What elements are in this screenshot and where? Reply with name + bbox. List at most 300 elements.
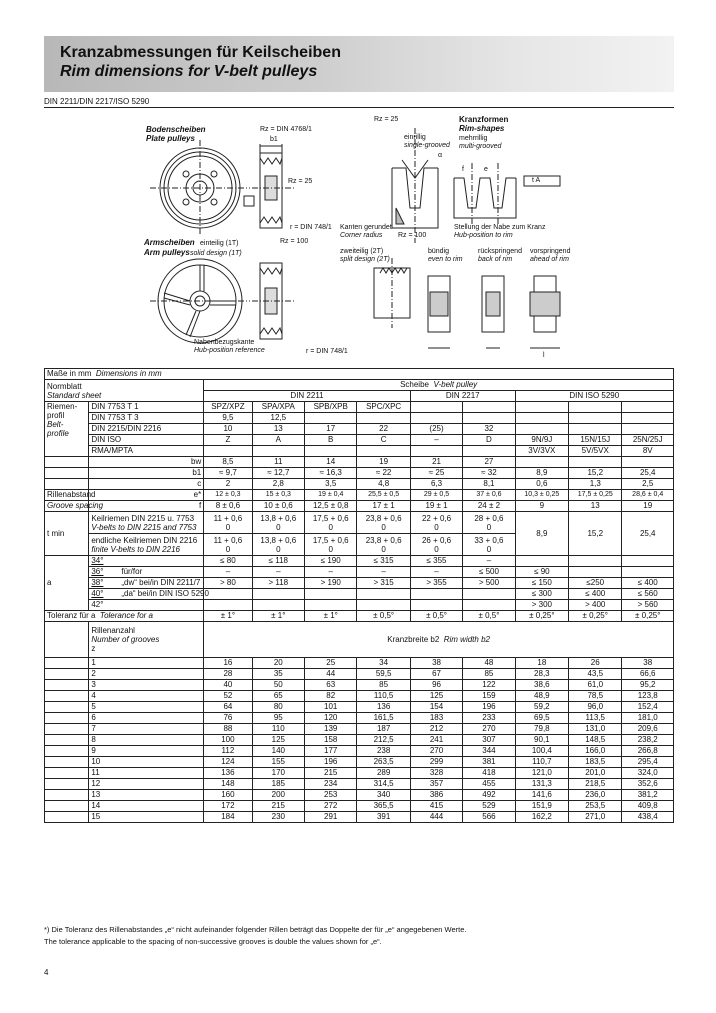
rim-width-value: 38 [410,658,462,669]
rim-width-value: 328 [410,768,462,779]
single-label-en: single-grooved [404,142,450,149]
profile-value: 9,5 [204,413,252,424]
hub-back-sketch [482,276,504,348]
b1-value: 8,9 [515,468,568,479]
f-value: 19 [622,501,674,512]
profile-value [463,402,515,413]
tolerance-value: ± 0,25° [569,611,622,622]
rim-width-value: 18 [515,658,568,669]
angle-degree-cell [89,556,204,567]
single-label-de: einrillig [404,134,426,141]
profile-row [45,435,674,446]
tmin-iso-value: 8,9 [515,512,568,556]
ahead-label-de: vorspringend [530,248,571,255]
profile-value: (25) [410,424,462,435]
tmin-value-top: 11 + 0,6 [213,513,243,523]
rim-width-value: 492 [463,790,515,801]
rim-width-value: 140 [252,746,304,757]
rim-width-value: 344 [463,746,515,757]
b1-label: b1 [270,136,278,143]
blank-cell [45,702,89,713]
profile-value [357,446,410,457]
grooves-z: z [91,644,96,653]
angle-value: ≤ 355 [410,556,462,567]
rim-width-value: 95,2 [622,680,674,691]
arm-label-de2: einteilig (1T) [200,240,239,247]
angle-row [45,556,674,567]
multi-label-en: multi-grooved [459,143,502,150]
hub-ahead-sketch [530,276,560,348]
e-value: 12 ± 0,3 [204,490,252,501]
tmin-value-bottom: 0 [328,522,333,532]
rim-width-value: 67 [410,669,462,680]
split-label-de: zweiteilig (2T) [340,248,384,255]
angle-value: ≤ 150 [515,578,568,589]
rim-width-value: 136 [357,702,410,713]
angle-degree: 40° [91,589,104,598]
groove-count: 2 [89,669,204,680]
rim-width-value: 101 [305,702,357,713]
profile-value: 25N/25J [622,435,674,446]
rz100-label-a: Rz = 100 [280,238,309,245]
tolerance-value: ± 0,25° [515,611,568,622]
rim-width-value: 415 [410,801,462,812]
profile-value: Z [204,435,252,446]
angle-value [622,556,674,567]
profile-standard: DIN 7753 T 3 [89,413,204,424]
blank-cell [45,479,89,490]
rim-width-value: 66,6 [622,669,674,680]
tmin-finite-bottom: 0 [276,544,281,554]
angle-value: – [410,567,462,578]
rim-width-row [45,768,674,779]
page-title: Kranzabmessungen für Keilscheiben [60,44,341,61]
r-din-label-1: r = DIN 748/1 [290,224,332,231]
bw-value: 27 [463,457,515,468]
tmin-value-bottom: 0 [276,522,281,532]
groove-count: 15 [89,812,204,823]
rim-width-value: 409,8 [622,801,674,812]
angle-degree-cell [89,567,204,578]
tmin-finite-top: 11 + 0,6 [213,535,243,545]
corner-label-en: Corner radius [340,232,383,239]
e-value: 28,6 ± 0,4 [622,490,674,501]
rim-width-row [45,724,674,735]
tolerance-value: ± 0,5° [463,611,515,622]
iso5290-header: DIN ISO 5290 [515,391,673,402]
b1-value: ≈ 32 [463,468,515,479]
tmin-value-bottom: 0 [434,522,439,532]
groove-count: 7 [89,724,204,735]
rim-width-value: 38,6 [515,680,568,691]
blank-cell [45,757,89,768]
angle-value [204,589,252,600]
rim-width-value: 65 [252,691,304,702]
angle-value: > 190 [305,578,357,589]
profile-value [569,413,622,424]
rim-width-row [45,691,674,702]
tmin-value-bottom: 0 [486,522,492,532]
tmin-finite-top: 17,5 + 0,6 [312,535,349,545]
angle-value: > 560 [622,600,674,611]
bw-value [515,457,568,468]
rim-width-value: 196 [463,702,515,713]
rim-dimensions-table [44,368,674,823]
rz25-label-a: Rz = 25 [288,178,313,185]
e-symbol: e [484,166,488,173]
c-value: 4,8 [357,479,410,490]
angle-value [410,589,462,600]
tolerance-en: Tolerance for a [99,611,153,620]
rz-din-label: Rz = DIN 4768/1 [260,126,312,133]
angle-value: > 355 [410,578,462,589]
c-value: 2,8 [252,479,304,490]
profile-standard: DIN 2215/DIN 2216 [89,424,204,435]
angle-value [252,600,304,611]
standard-sheet-header [45,380,204,402]
hubpos-label-en: Hub-position to rim [454,232,513,239]
dims-row [45,369,674,380]
b1-value: 25,4 [622,468,674,479]
profile-row [45,424,674,435]
angle-degree: 34° [91,556,104,565]
angle-value [252,589,304,600]
angle-value [305,589,357,600]
blank-cell [45,779,89,790]
f-value: 9 [515,501,568,512]
angle-label: a [45,556,89,611]
rim-width-row [45,790,674,801]
rim-width-value: 20 [252,658,304,669]
tmin-finite-top: 23,8 + 0,6 [365,535,402,545]
profile-value: 17 [305,424,357,435]
f-value: 17 ± 1 [357,501,410,512]
f-value: 24 ± 2 [463,501,515,512]
b1-value: 15,2 [569,468,622,479]
angle-degree: 38° [91,578,104,587]
f-value: 13 [569,501,622,512]
rim-width-value: 152,4 [622,702,674,713]
angle-value: ≤ 400 [622,578,674,589]
profile-de2: profil [47,411,65,420]
angle-value [410,600,462,611]
rim-width-value: 212,5 [357,735,410,746]
groove-count: 12 [89,779,204,790]
profile-value [252,446,304,457]
footnote-en: The tolerance applicable to the spacing of non-successive grooves is double the values shown for „e“. [44,937,382,946]
tmin-finite-top: 26 + 0,6 [421,535,452,545]
rim-width-value: 121,0 [515,768,568,779]
blank-cell [45,713,89,724]
tmin-value-top: 17,5 + 0,6 [312,513,349,523]
tmin-value-top: 13,8 + 0,6 [260,513,297,523]
profile-value [410,446,462,457]
rim-width-row [45,746,674,757]
finite-belts-label [89,534,204,556]
rim-width-value: 455 [463,779,515,790]
blank-cell [45,468,89,479]
profile-value: 12,5 [252,413,304,424]
rim-width-value: 64 [204,702,252,713]
rim-width-value: 76 [204,713,252,724]
finite-belts-en: finite V-belts to DIN 2216 [91,544,180,554]
rim-width-value: 162,2 [515,812,568,823]
rim-width-value: 16 [204,658,252,669]
rim-width-row [45,702,674,713]
groove-spacing-de: Rillenabstand [45,490,89,501]
rim-width-value: 52 [204,691,252,702]
blank-cell [45,801,89,812]
profile-value: D [463,435,515,446]
rim-width-value: 307 [463,735,515,746]
groove-count: 13 [89,790,204,801]
grooves-en: Number of grooves [91,635,160,644]
c-row [45,479,674,490]
din2211-header: DIN 2211 [204,391,411,402]
rim-width-value: 218,5 [569,779,622,790]
rim-width-value: 120 [305,713,357,724]
angle-value: ≤ 80 [204,556,252,567]
rim-width-row [45,680,674,691]
angle-value [357,600,410,611]
tolerance-value: ± 0,5° [410,611,462,622]
profile-value: 15N/15J [569,435,622,446]
angle-value: ≤250 [569,578,622,589]
plate-label-de: Bodenscheiben [146,125,206,134]
bw-value: 11 [252,457,304,468]
rim-width-value: 196 [305,757,357,768]
profile-value [569,402,622,413]
angle-row [45,578,674,589]
bw-row [45,457,674,468]
rim-width-value: 148,5 [569,735,622,746]
rim-width-value: 110 [252,724,304,735]
angle-value [622,567,674,578]
profile-value: 8V [622,446,674,457]
rim-width-value: 113,5 [569,713,622,724]
bw-value [622,457,674,468]
rim-width-value: 95 [252,713,304,724]
l-symbol: l [543,352,545,359]
r-din-label-2: r = DIN 748/1 [306,348,348,355]
angle-row [45,600,674,611]
pulley-en: V-belt pulley [433,380,478,389]
rim-width-value: 123,8 [622,691,674,702]
rim-width-value: 272 [305,801,357,812]
e-value: 19 ± 0,4 [305,490,357,501]
rim-width-value: 96,0 [569,702,622,713]
rim-width-value: 35 [252,669,304,680]
hub-ref-de: Nabenbezugskante [194,339,255,346]
angle-row [45,567,674,578]
rim-width-value: 381 [463,757,515,768]
rim-width-value: 44 [305,669,357,680]
tmin-label: t min [45,512,89,556]
blank-cell [45,622,89,658]
e-row [45,490,674,501]
rim-width-value: 112 [204,746,252,757]
tmin-value-bottom: 0 [381,522,386,532]
tmin-finite-value [463,534,515,556]
angle-value: ≤ 500 [463,567,515,578]
angle-value [515,556,568,567]
tolerance-value: ± 1° [204,611,252,622]
page-number: 4 [44,968,49,977]
profile-standard: DIN ISO [89,435,204,446]
rim-width-de: Kranzbreite b2 [387,634,440,644]
tmin-finite-value [252,534,304,556]
tmin-finite-bottom: 0 [381,544,386,554]
rim-width-value: 253,5 [569,801,622,812]
rim-width-value: 80 [252,702,304,713]
e-value: 37 ± 0,6 [463,490,515,501]
angle-degree: 36° [91,567,104,576]
rim-width-value: 177 [305,746,357,757]
profile-value: SPA/XPA [252,402,304,413]
rim-width-value: 295,4 [622,757,674,768]
rim-width-value: 357 [410,779,462,790]
rim-width-value: 26 [569,658,622,669]
hubpos-label-de: Stellung der Nabe zum Kranz [454,224,546,231]
footnote-de: *) Die Toleranz des Rillenabstandes „e“ nicht aufeinander folgender Rillen beträgt das Doppelte der für „e“ angegebenen Werte. [44,925,467,934]
rim-width-value: 381,2 [622,790,674,801]
rim-width-value: 263,5 [357,757,410,768]
multi-groove-profile [454,163,560,226]
din2217-header: DIN 2217 [410,391,515,402]
tmin-value [357,512,410,534]
angle-condition: für/for [121,567,143,576]
profile-value: A [252,435,304,446]
hub-even-sketch [428,276,450,348]
rim-width-value: 209,6 [622,724,674,735]
arm-label-en2: solid design (1T) [190,250,242,257]
rim-width-value: 28,3 [515,669,568,680]
tolerance-row [45,611,674,622]
profile-value: C [357,435,410,446]
technical-drawing [44,108,674,366]
angle-condition: „da“ bei/in DIN ISO 5290 [121,589,209,598]
profile-en2: profile [47,429,69,438]
rim-width-value: 88 [204,724,252,735]
f-row [45,501,674,512]
rim-width-value: 59,2 [515,702,568,713]
rim-width-value: 181,0 [622,713,674,724]
shapes-label-de: Kranzformen [459,115,509,124]
rim-width-value: 38 [622,658,674,669]
rim-width-value: 324,0 [622,768,674,779]
even-label-en: even to rim [428,256,463,263]
tolerance-de: Toleranz für a [47,611,96,620]
tmin-finite-value [204,534,252,556]
rim-width-value: 215 [252,801,304,812]
tmin-row-1 [45,512,674,534]
angle-value [569,556,622,567]
rim-width-value: 48,9 [515,691,568,702]
rim-width-value: 233 [463,713,515,724]
rim-width-value: 100 [204,735,252,746]
vbelts-label [89,512,204,534]
rim-width-value: 201,0 [569,768,622,779]
rim-width-value: 170 [252,768,304,779]
angle-value: ≤ 300 [515,589,568,600]
rim-width-value: 444 [410,812,462,823]
rim-width-value: 230 [252,812,304,823]
rim-width-value: 125 [410,691,462,702]
b1-value: ≈ 16,3 [305,468,357,479]
tmin-value-bottom: 0 [225,522,231,532]
rim-width-value: 125 [252,735,304,746]
profile-value [622,424,674,435]
angle-degree: 42° [91,600,104,609]
angle-value: – [252,567,304,578]
e-value: 25,5 ± 0,5 [357,490,410,501]
angle-value: ≤ 118 [252,556,304,567]
f-value: 19 ± 1 [410,501,462,512]
rim-width-value: 151,9 [515,801,568,812]
profile-value: 5V/5VX [569,446,622,457]
angle-value: ≤ 400 [569,589,622,600]
rim-width-row [45,779,674,790]
groove-count: 4 [89,691,204,702]
rim-width-value: 131,3 [515,779,568,790]
bw-value: 14 [305,457,357,468]
tmin-value-top: 23,8 + 0,6 [365,513,402,523]
groove-count: 9 [89,746,204,757]
grooves-de: Rillenanzahl [91,626,135,635]
tolerance-value: ± 0,5° [357,611,410,622]
rim-width-value: 85 [357,680,410,691]
rim-width-row [45,713,674,724]
rim-width-value: 124 [204,757,252,768]
arm-pulley-front-view [150,259,250,343]
rim-width-value: 28 [204,669,252,680]
rim-width-row [45,757,674,768]
f-symbol: f [462,166,464,173]
rim-width-value: 48 [463,658,515,669]
angle-value: ≤ 315 [357,556,410,567]
tmin-value-top: 28 + 0,6 [474,513,504,523]
profile-value: 3V/3VX [515,446,568,457]
rim-width-value: 63 [305,680,357,691]
profile-value [463,446,515,457]
profile-value: 22 [357,424,410,435]
rim-width-value: 25 [305,658,357,669]
profile-value [305,413,357,424]
rim-width-value: 85 [463,669,515,680]
angle-value: > 80 [204,578,252,589]
profile-value: SPZ/XPZ [204,402,252,413]
rim-width-value: 291 [305,812,357,823]
angle-value [463,600,515,611]
rz25-label-b: Rz = 25 [374,116,399,123]
rim-width-row [45,812,674,823]
f-label: f [89,501,204,512]
groove-count: 8 [89,735,204,746]
angle-value: > 300 [515,600,568,611]
profile-value [515,413,568,424]
arm-label-en: Arm pulleys [144,248,190,257]
rim-width-row [45,658,674,669]
blank-cell [45,790,89,801]
rim-width-value: 352,6 [622,779,674,790]
rim-width-value: 340 [357,790,410,801]
tmin-value [252,512,304,534]
rim-width-value: 270 [463,724,515,735]
rim-width-value: 78,5 [569,691,622,702]
c-value: 6,3 [410,479,462,490]
blank-cell [45,457,89,468]
bw-value [569,457,622,468]
